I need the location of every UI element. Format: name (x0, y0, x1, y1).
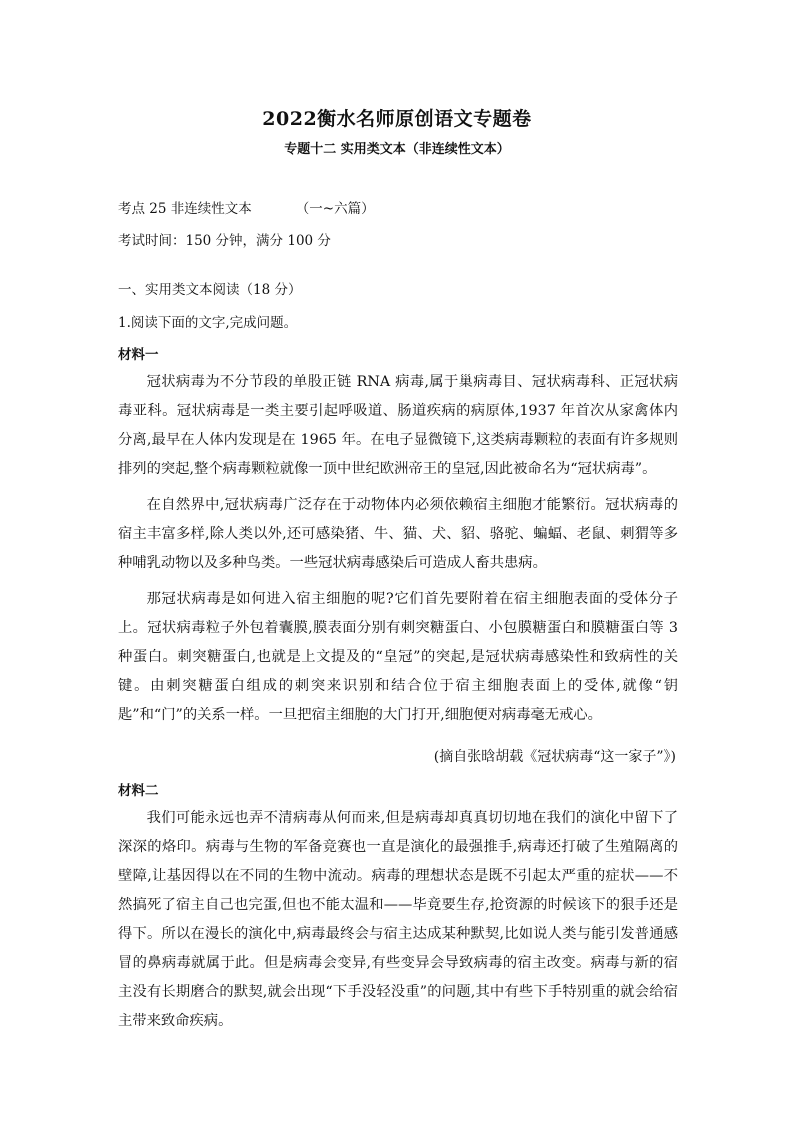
topic-label: 考点 25 非连续性文本 (118, 201, 252, 217)
material-two-label: 材料二 (118, 783, 159, 799)
question-prompt: 1.阅读下面的文字,完成问题。 (118, 315, 298, 331)
topic-range: （一~六篇） (295, 201, 375, 217)
material-one-source: (摘自张晗胡载《冠状病毒“这一家子”》) (433, 749, 676, 765)
section-heading: 一、实用类文本阅读（18 分） (118, 282, 302, 298)
material-two-paragraph-1: 我们可能永远也弄不清病毒从何而来,但是病毒却真真切切地在我们的演化中留下了深深的烙印。病毒与生物的军备竞赛也一直是演化的最强推手,病毒还打破了生殖隔离的壁障,让基因得以在不同的生物中流动。病毒的理想状态是既不引起太严重的症状——不然搞死了宿主自己也完蛋,但也不能太温和——毕竟要生存,抢资源的时候该下的狠手还是得下。所以在漫长的演化中,病毒最终会与宿主达成某种默契,比如说人类与能引发普通感冒的鼻病毒就属于此。但是病毒会变异,有些变异会导致病毒的宿主改变。病毒与新的宿主没有长期磨合的默契,就会出现“下手没轻没重”的问题,其中有些下手特别重的就会给宿主带来致命疾病。 (118, 810, 678, 1029)
material-one-paragraph-1: 冠状病毒为不分节段的单股正链 RNA 病毒,属于巢病毒目、冠状病毒科、正冠状病毒亚科。冠状病毒是一类主要引起呼吸道、肠道疾病的病原体,1937 年首次从家禽体内分离,最早在人体内发现是在 1965 年。在电子显微镜下,这类病毒颗粒的表面有许多规则排列的突起,整个病毒颗粒就像一顶中世纪欧洲帝王的皇冠,因此被命名为“冠状病毒”。 (118, 374, 678, 477)
exam-time: 考试时间：150 分钟，满分 100 分 (118, 233, 331, 249)
document-title: 2022衡水名师原创语文专题卷 (262, 108, 532, 130)
material-one-paragraph-3: 那冠状病毒是如何进入宿主细胞的呢?它们首先要附着在宿主细胞表面的受体分子上。冠状病毒粒子外包着囊膜,膜表面分别有刺突糖蛋白、小包膜糖蛋白和膜糖蛋白等 3 种蛋白。刺突糖蛋白,也就是上文提及的“皇冠”的突起,是冠状病毒感染性和致病性的关键。由刺突糖蛋白组成的刺突来识别和结合位于宿主细胞表面上的受体,就像“钥匙”和“门”的关系一样。一旦把宿主细胞的大门打开,细胞便对病毒毫无戒心。 (118, 591, 678, 723)
material-one-paragraph-2: 在自然界中,冠状病毒广泛存在于动物体内必须依赖宿主细胞才能繁衍。冠状病毒的宿主丰富多样,除人类以外,还可感染猪、牛、猫、犬、貂、骆驼、蝙蝠、老鼠、刺猬等多种哺乳动物以及多种鸟类。一些冠状病毒感染后可造成人畜共患病。 (118, 497, 678, 571)
document-subtitle: 专题十二 实用类文本（非连续性文本） (284, 142, 510, 157)
material-one-label: 材料一 (118, 347, 159, 363)
topic-line (118, 197, 375, 217)
